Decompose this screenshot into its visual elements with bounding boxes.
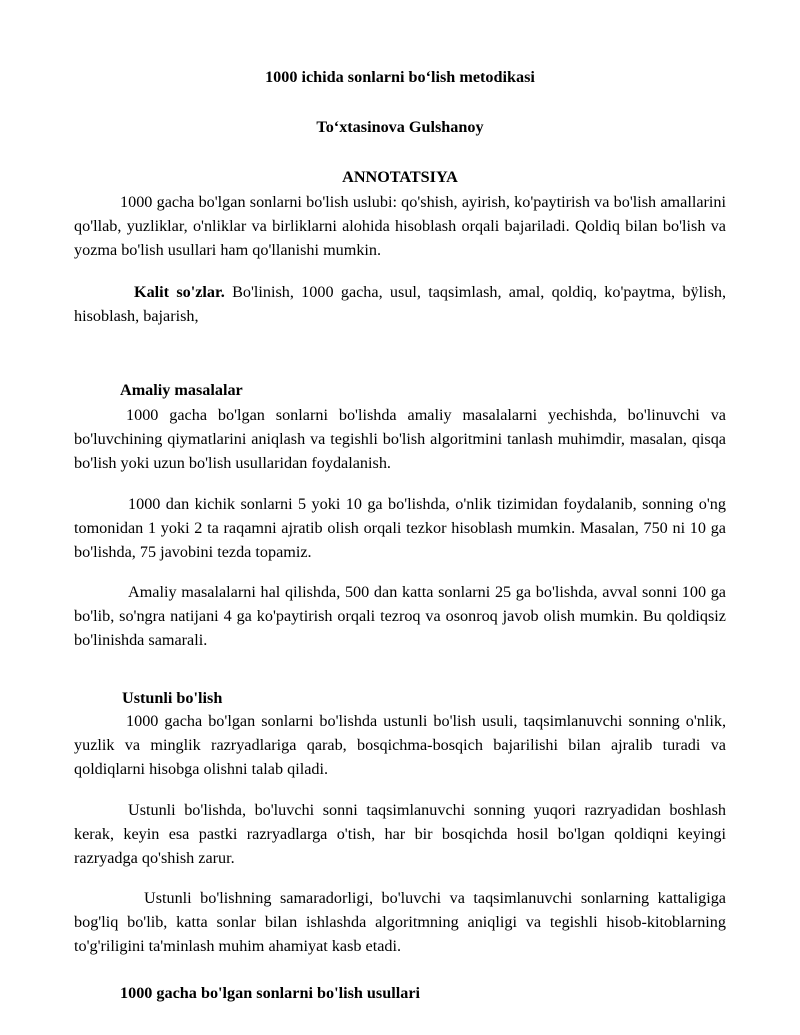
annotation-heading: ANNOTATSIYA — [342, 168, 458, 186]
author-name: To‘xtasinova Gulshanoy — [316, 118, 484, 136]
section1-paragraph-1: 1000 gacha bo'lgan sonlarni bo'lishda amaliy masalalarni yechishda, bo'linuvchi va bo'luvchining qiymatlarini aniqlash va tegishli bo'lish algoritmini tanlash muhimdir, masalan, qisqa bo'lish yoki uzun bo'lish usullaridan foydalanish. — [74, 406, 726, 472]
section2-paragraph-1: 1000 gacha bo'lgan sonlarni bo'lishda ustunli bo'lish usuli, taqsimlanuvchi sonning o'nlik, yuzlik va minglik razryadlariga qarab, bosqichma-bosqich bajarilishi bilan ajralib turadi va qoldiqlarni hisobga olishni talab qiladi. — [74, 712, 726, 778]
annotation-paragraph: 1000 gacha bo'lgan sonlarni bo'lish uslubi: qo'shish, ayirish, ko'paytirish va bo'lish amallarini qo'llab, yuzliklar, o'nliklar va birliklarni alohida hisoblash orqali bajariladi. Qoldiq bilan bo'lish va yozma bo'lish usullari ham qo'llanishi mumkin. — [74, 193, 726, 259]
keywords-label: Kalit so'zlar. — [134, 283, 225, 301]
section2-paragraph-3: Ustunli bo'lishning samaradorligi, bo'luvchi va taqsimlanuvchi sonlarning kattaligiga bog'liq bo'lib, katta sonlar bilan ishlashda algoritmning aniqligi va tegishli hisob-kitoblarning to'g'riligini ta'minlash muhim ahamiyat kasb etadi. — [74, 889, 726, 955]
section1-paragraph-2: 1000 dan kichik sonlarni 5 yoki 10 ga bo'lishda, o'nlik tizimidan foydalanib, sonning o'ng tomonidan 1 yoki 2 ta raqamni ajratib olish orqali tezkor hisoblash mumkin. Masalan, 750 ni 10 ga bo'lishda, 75 javobini tezda topamiz. — [74, 495, 726, 561]
section-heading-amaliy: Amaliy masalalar — [120, 381, 243, 399]
document-title: 1000 ichida sonlarni bo‘lish metodikasi — [265, 68, 535, 86]
section-heading-ustunli: Ustunli bo'lish — [122, 689, 223, 707]
section2-paragraph-2: Ustunli bo'lishda, bo'luvchi sonni taqsimlanuvchi sonning yuqori razryadidan boshlash kerak, keyin esa pastki razryadlarga o'tish, har bir bosqichda hosil bo'lgan qoldiqni keyingi razryadga qo'shish zarur. — [74, 801, 726, 867]
section-heading-usullari: 1000 gacha bo'lgan sonlarni bo'lish usullari — [120, 984, 420, 1002]
section1-paragraph-3: Amaliy masalalarni hal qilishda, 500 dan katta sonlarni 25 ga bo'lishda, avval sonni 100 ga bo'lib, so'ngra natijani 4 ga ko'paytirish orqali tezroq va osonroq javob olish mumkin. Bu qoldiqsiz bo'linishda samarali. — [74, 583, 726, 649]
keywords-list: Bo'linish, 1000 gacha, usul, taqsimlash, amal, qoldiq, ko'paytma, bÿlish, hisoblash, bajarish, — [74, 283, 727, 325]
keywords-paragraph — [74, 280, 726, 328]
